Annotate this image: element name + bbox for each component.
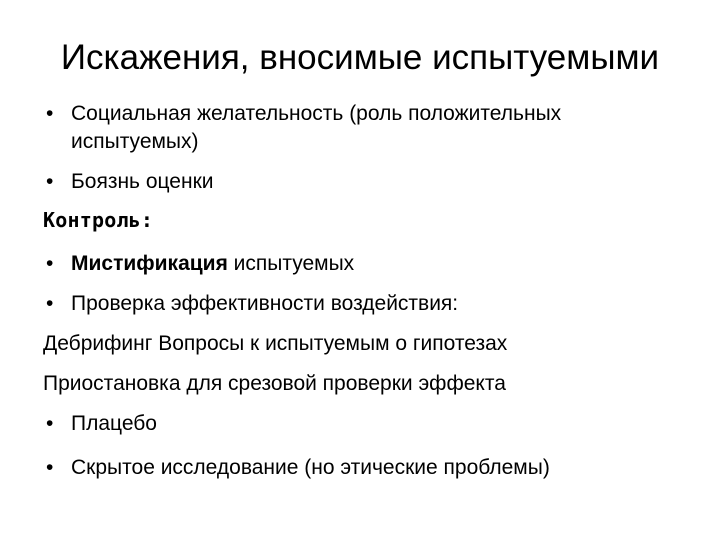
plain-line-debriefing: Дебрифинг Вопросы к испытуемым о гипотезах	[43, 332, 508, 355]
bullet-item-placebo	[46, 410, 157, 438]
bullet-text-line: испытуемых)	[71, 130, 199, 153]
bullet-item-effect-check	[46, 290, 458, 318]
control-heading: Контроль:	[43, 208, 154, 232]
bullet-bold-term: Мистификация	[71, 252, 228, 275]
slide-title: Искажения, вносимые испытуемыми	[60, 38, 660, 77]
bullet-text	[71, 100, 561, 156]
bullet-item-mystification	[46, 250, 354, 278]
bullet-item-evaluation-fear	[46, 168, 214, 196]
bullet-text: Проверка эффективности воздействия:	[71, 292, 459, 315]
bullet-glyph: •	[46, 170, 54, 193]
bullet-glyph: •	[46, 102, 54, 125]
bullet-glyph: •	[46, 412, 54, 435]
bullet-glyph: •	[46, 456, 54, 479]
bullet-item-social-desirability	[46, 100, 561, 156]
bullet-text: Боязнь оценки	[71, 170, 214, 193]
bullet-text: Плацебо	[71, 412, 157, 435]
bullet-glyph: •	[46, 292, 54, 315]
bullet-glyph: •	[46, 252, 54, 275]
bullet-text	[71, 250, 354, 278]
bullet-item-hidden-study	[46, 454, 550, 482]
bullet-rest-text: испытуемых	[227, 252, 355, 275]
plain-line-pause: Приостановка для срезовой проверки эффекта	[43, 372, 506, 395]
bullet-text-line: Социальная желательность (роль положительных	[71, 102, 562, 125]
bullet-text: Скрытое исследование (но этические проблемы)	[71, 456, 550, 479]
